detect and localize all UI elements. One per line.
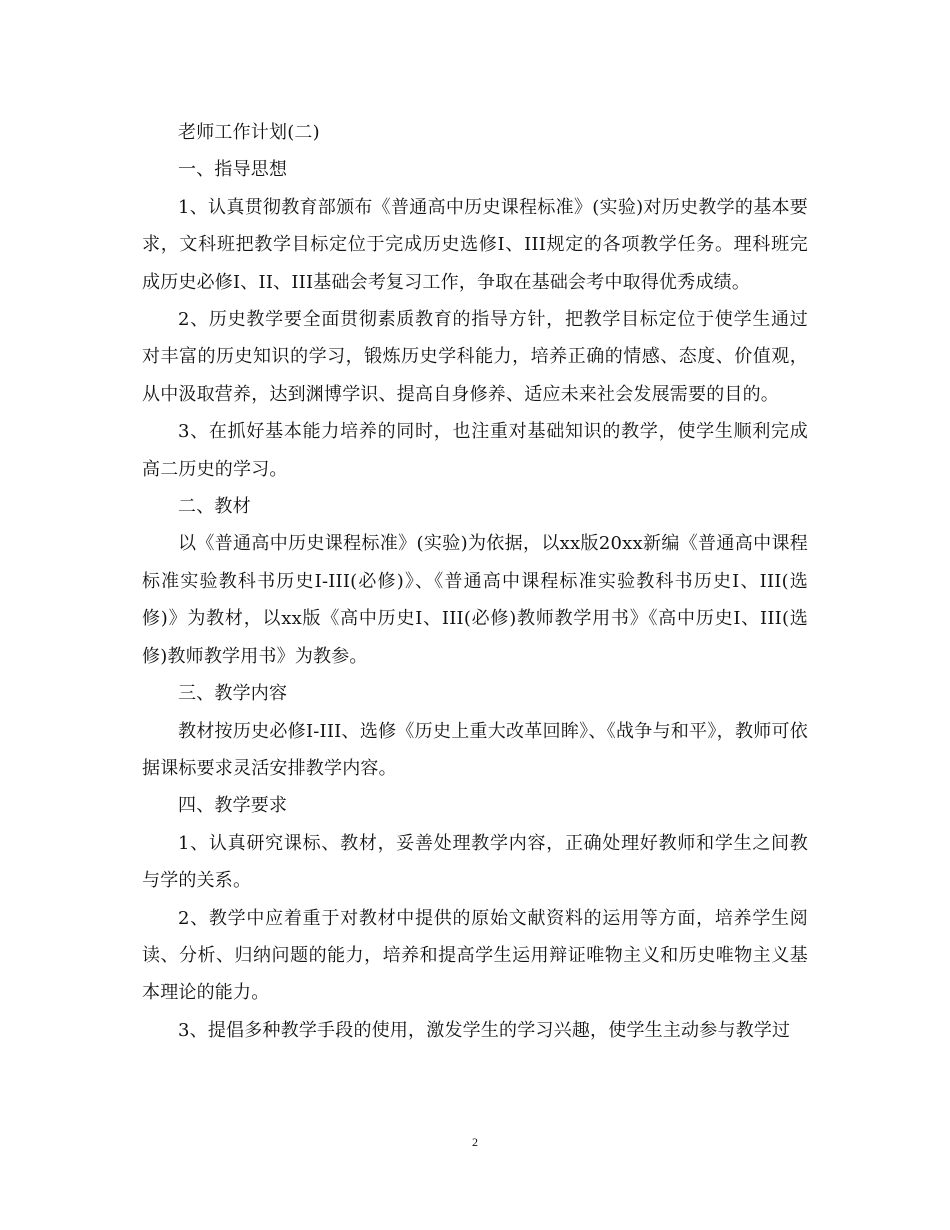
- section-heading-guiding-ideology: 一、指导思想: [178, 159, 288, 181]
- paragraph-textbook: 以《普通高中历史课程标准》(实验)为依据，以xx版20xx新编《普通高中课程标准实验教科书历史I-III(必修)》、《普通高中课程标准实验教科书历史I、III(选修)》为教材，以xx版《高中历史I、III(必修)教师教学用书》《高中历史I、III(选修)教师教学用书》为教参。: [142, 533, 808, 667]
- section-heading-teaching-content: 三、教学内容: [178, 683, 288, 705]
- section-heading-teaching-requirements: 四、教学要求: [178, 795, 288, 817]
- document-title: 老师工作计划(二): [178, 122, 320, 143]
- page-number: 2: [472, 1135, 478, 1149]
- paragraph-requirement-1: 1、认真研究课标、教材，妥善处理教学内容，正确处理好教师和学生之间教与学的关系。: [142, 832, 808, 892]
- paragraph-teaching-content: 教材按历史必修I-III、选修《历史上重大改革回眸》、《战争与和平》，教师可依据课标要求灵活安排教学内容。: [142, 720, 808, 779]
- paragraph-guiding-2: 2、历史教学要全面贯彻素质教育的指导方针，把教学目标定位于使学生通过对丰富的历史知识的学习，锻炼历史学科能力，培养正确的情感、态度、价值观，从中汲取营养，达到渊博学识、提高自身修养、适应未来社会发展需要的目的。: [142, 309, 808, 405]
- section-heading-textbook: 二、教材: [178, 496, 251, 518]
- paragraph-guiding-1: 1、认真贯彻教育部颁布《普通高中历史课程标准》(实验)对历史教学的基本要求，文科班把教学目标定位于完成历史选修I、III规定的各项教学任务。理科班完成历史必修I、II、III基础会考复习工作，争取在基础会考中取得优秀成绩。: [142, 196, 808, 293]
- document-body: [142, 114, 808, 1049]
- paragraph-requirement-2: 2、教学中应着重于对教材中提供的原始文献资料的运用等方面，培养学生阅读、分析、归纳问题的能力，培养和提高学生运用辩证唯物主义和历史唯物主义基本理论的能力。: [142, 907, 808, 1004]
- paragraph-guiding-3: 3、在抓好基本能力培养的同时，也注重对基础知识的教学，使学生顺利完成高二历史的学习。: [142, 421, 808, 480]
- paragraph-requirement-3: 3、提倡多种教学手段的使用，激发学生的学习兴趣，使学生主动参与教学过: [178, 1019, 791, 1041]
